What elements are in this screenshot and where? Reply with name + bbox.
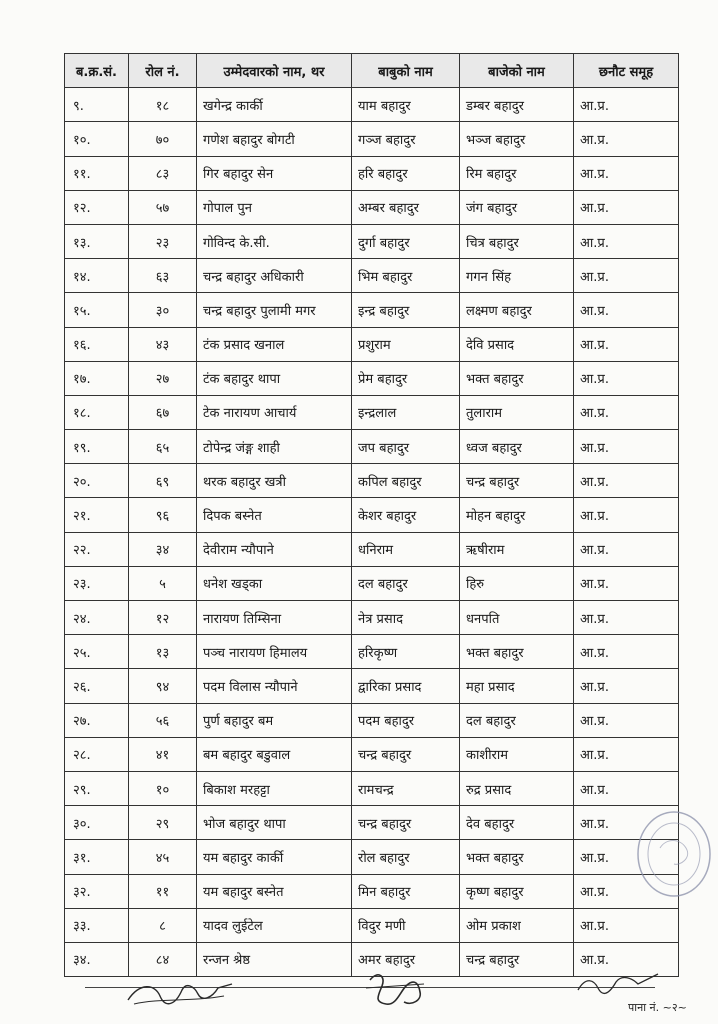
cell-roll-no: ६५	[129, 430, 197, 464]
cell-selection-group: आ.प्र.	[574, 224, 679, 258]
cell-selection-group: आ.प्र.	[574, 669, 679, 703]
cell-selection-group: आ.प्र.	[574, 840, 679, 874]
cell-grandfather-name: महा प्रसाद	[460, 669, 574, 703]
cell-candidate-name: टेक नारायण आचार्य	[197, 395, 352, 429]
cell-serial-no: २१.	[65, 498, 129, 532]
cell-grandfather-name: भञ्ज बहादुर	[460, 122, 574, 156]
cell-serial-no: ३३.	[65, 908, 129, 942]
cell-father-name: पदम बहादुर	[352, 703, 460, 737]
cell-grandfather-name: देवि प्रसाद	[460, 327, 574, 361]
table-row	[65, 293, 679, 327]
cell-roll-no: २९	[129, 806, 197, 840]
cell-selection-group: आ.प्र.	[574, 259, 679, 293]
cell-father-name: चन्द्र बहादुर	[352, 806, 460, 840]
cell-father-name: कपिल बहादुर	[352, 464, 460, 498]
cell-serial-no: ११.	[65, 156, 129, 190]
cell-candidate-name: पञ्च नारायण हिमालय	[197, 635, 352, 669]
cell-roll-no: ५६	[129, 703, 197, 737]
table-row	[65, 361, 679, 395]
cell-father-name: रामचन्द्र	[352, 771, 460, 805]
cell-father-name: प्रशुराम	[352, 327, 460, 361]
header-serial-no: ब.क्र.सं.	[65, 54, 129, 88]
cell-selection-group: आ.प्र.	[574, 293, 679, 327]
table-header-row	[65, 54, 679, 88]
table-row	[65, 88, 679, 122]
table-row	[65, 703, 679, 737]
cell-father-name: इन्द्रलाल	[352, 395, 460, 429]
cell-grandfather-name: लक्ष्मण बहादुर	[460, 293, 574, 327]
cell-serial-no: २९.	[65, 771, 129, 805]
cell-grandfather-name: जंग बहादुर	[460, 190, 574, 224]
cell-roll-no: २३	[129, 224, 197, 258]
cell-serial-no: ३१.	[65, 840, 129, 874]
signature-middle-icon	[360, 966, 430, 1014]
cell-candidate-name: थरक बहादुर खत्री	[197, 464, 352, 498]
cell-selection-group: आ.प्र.	[574, 737, 679, 771]
cell-roll-no: ४१	[129, 737, 197, 771]
cell-roll-no: ४५	[129, 840, 197, 874]
cell-roll-no: ५	[129, 566, 197, 600]
cell-selection-group: आ.प्र.	[574, 703, 679, 737]
cell-grandfather-name: गगन सिंह	[460, 259, 574, 293]
cell-selection-group: आ.प्र.	[574, 122, 679, 156]
cell-grandfather-name: डम्बर बहादुर	[460, 88, 574, 122]
cell-roll-no: १०	[129, 771, 197, 805]
cell-candidate-name: देवीराम न्यौपाने	[197, 532, 352, 566]
cell-grandfather-name: ध्वज बहादुर	[460, 430, 574, 464]
cell-grandfather-name: रिम बहादुर	[460, 156, 574, 190]
cell-roll-no: १३	[129, 635, 197, 669]
cell-father-name: नेत्र प्रसाद	[352, 601, 460, 635]
cell-grandfather-name: मोहन बहादुर	[460, 498, 574, 532]
cell-grandfather-name: ओम प्रकाश	[460, 908, 574, 942]
cell-selection-group: आ.प्र.	[574, 874, 679, 908]
cell-grandfather-name: दल बहादुर	[460, 703, 574, 737]
cell-grandfather-name: कृष्ण बहादुर	[460, 874, 574, 908]
table-row	[65, 122, 679, 156]
cell-grandfather-name: देव बहादुर	[460, 806, 574, 840]
cell-selection-group: आ.प्र.	[574, 635, 679, 669]
signature-left-icon	[120, 972, 240, 1012]
table-body	[65, 88, 679, 977]
cell-serial-no: १२.	[65, 190, 129, 224]
cell-roll-no: ६९	[129, 464, 197, 498]
cell-serial-no: १७.	[65, 361, 129, 395]
cell-grandfather-name: भक्त बहादुर	[460, 635, 574, 669]
cell-candidate-name: दिपक बस्नेत	[197, 498, 352, 532]
cell-candidate-name: यादव लुईटेल	[197, 908, 352, 942]
cell-selection-group: आ.प्र.	[574, 430, 679, 464]
table-row	[65, 464, 679, 498]
cell-serial-no: २३.	[65, 566, 129, 600]
cell-candidate-name: टोपेन्द्र जंङ्ग शाही	[197, 430, 352, 464]
cell-candidate-name: यम बहादुर कार्की	[197, 840, 352, 874]
cell-candidate-name: धनेश खड्का	[197, 566, 352, 600]
header-selection-group: छनौट समूह	[574, 54, 679, 88]
table-row	[65, 737, 679, 771]
cell-serial-no: १०.	[65, 122, 129, 156]
cell-serial-no: २४.	[65, 601, 129, 635]
cell-grandfather-name: चन्द्र बहादुर	[460, 464, 574, 498]
cell-selection-group: आ.प्र.	[574, 908, 679, 942]
table-row	[65, 327, 679, 361]
cell-roll-no: १२	[129, 601, 197, 635]
cell-father-name: प्रेम बहादुर	[352, 361, 460, 395]
header-father-name: बाबुको नाम	[352, 54, 460, 88]
cell-selection-group: आ.प्र.	[574, 532, 679, 566]
cell-serial-no: १४.	[65, 259, 129, 293]
header-roll-no: रोल नं.	[129, 54, 197, 88]
cell-roll-no: ६३	[129, 259, 197, 293]
table-row	[65, 430, 679, 464]
cell-father-name: विदुर मणी	[352, 908, 460, 942]
cell-serial-no: १९.	[65, 430, 129, 464]
header-candidate-name: उम्मेदवारको नाम, थर	[197, 54, 352, 88]
table-row	[65, 635, 679, 669]
table-row	[65, 840, 679, 874]
cell-roll-no: ५७	[129, 190, 197, 224]
table-row	[65, 566, 679, 600]
cell-roll-no: ३४	[129, 532, 197, 566]
cell-selection-group: आ.प्र.	[574, 464, 679, 498]
cell-serial-no: २२.	[65, 532, 129, 566]
cell-grandfather-name: काशीराम	[460, 737, 574, 771]
signature-right-icon	[572, 966, 662, 1002]
cell-serial-no: २६.	[65, 669, 129, 703]
cell-father-name: रोल बहादुर	[352, 840, 460, 874]
cell-father-name: गञ्ज बहादुर	[352, 122, 460, 156]
cell-serial-no: १५.	[65, 293, 129, 327]
cell-father-name: हरि बहादुर	[352, 156, 460, 190]
cell-candidate-name: टंक प्रसाद खनाल	[197, 327, 352, 361]
cell-candidate-name: भोज बहादुर थापा	[197, 806, 352, 840]
cell-roll-no: ३०	[129, 293, 197, 327]
cell-candidate-name: गोपाल पुन	[197, 190, 352, 224]
office-stamp-icon	[630, 808, 712, 900]
cell-candidate-name: गोविन्द के.सी.	[197, 224, 352, 258]
cell-roll-no: ११	[129, 874, 197, 908]
cell-candidate-name: बिकाश मरहट्टा	[197, 771, 352, 805]
cell-father-name: द्वारिका प्रसाद	[352, 669, 460, 703]
cell-father-name: जप बहादुर	[352, 430, 460, 464]
cell-candidate-name: पदम विलास न्यौपाने	[197, 669, 352, 703]
cell-roll-no: ६७	[129, 395, 197, 429]
table-row	[65, 806, 679, 840]
cell-serial-no: २७.	[65, 703, 129, 737]
cell-selection-group: आ.प्र.	[574, 190, 679, 224]
cell-serial-no: ३४.	[65, 942, 129, 976]
cell-father-name: मिन बहादुर	[352, 874, 460, 908]
cell-serial-no: १८.	[65, 395, 129, 429]
cell-candidate-name: नारायण तिम्सिना	[197, 601, 352, 635]
table-row	[65, 190, 679, 224]
page-number: पाना नं. ~२~	[628, 1001, 687, 1014]
cell-serial-no: ९.	[65, 88, 129, 122]
cell-father-name: हरिकृष्ण	[352, 635, 460, 669]
cell-father-name: याम बहादुर	[352, 88, 460, 122]
cell-father-name: धनिराम	[352, 532, 460, 566]
cell-selection-group: आ.प्र.	[574, 327, 679, 361]
cell-grandfather-name: रुद्र प्रसाद	[460, 771, 574, 805]
cell-father-name: अम्बर बहादुर	[352, 190, 460, 224]
table-row	[65, 908, 679, 942]
cell-roll-no: ९६	[129, 498, 197, 532]
cell-father-name: भिम बहादुर	[352, 259, 460, 293]
cell-serial-no: ३२.	[65, 874, 129, 908]
table-row	[65, 156, 679, 190]
cell-roll-no: ८४	[129, 942, 197, 976]
cell-father-name: चन्द्र बहादुर	[352, 737, 460, 771]
table-row	[65, 532, 679, 566]
cell-grandfather-name: भक्त बहादुर	[460, 840, 574, 874]
candidate-results-table	[64, 53, 679, 977]
cell-selection-group: आ.प्र.	[574, 942, 679, 976]
cell-candidate-name: चन्द्र बहादुर पुलामी मगर	[197, 293, 352, 327]
table-row	[65, 771, 679, 805]
cell-roll-no: ७०	[129, 122, 197, 156]
cell-grandfather-name: ऋषीराम	[460, 532, 574, 566]
cell-grandfather-name: चन्द्र बहादुर	[460, 942, 574, 976]
cell-candidate-name: टंक बहादुर थापा	[197, 361, 352, 395]
cell-selection-group: आ.प्र.	[574, 566, 679, 600]
cell-father-name: दुर्गा बहादुर	[352, 224, 460, 258]
cell-selection-group: आ.प्र.	[574, 395, 679, 429]
cell-selection-group: आ.प्र.	[574, 771, 679, 805]
cell-candidate-name: गिर बहादुर सेन	[197, 156, 352, 190]
table-row	[65, 874, 679, 908]
cell-grandfather-name: तुलाराम	[460, 395, 574, 429]
cell-serial-no: ३०.	[65, 806, 129, 840]
cell-selection-group: आ.प्र.	[574, 361, 679, 395]
cell-selection-group: आ.प्र.	[574, 498, 679, 532]
table-row	[65, 669, 679, 703]
cell-candidate-name: बम बहादुर बडुवाल	[197, 737, 352, 771]
cell-father-name: इन्द्र बहादुर	[352, 293, 460, 327]
cell-candidate-name: गणेश बहादुर बोगटी	[197, 122, 352, 156]
cell-roll-no: ४३	[129, 327, 197, 361]
cell-candidate-name: चन्द्र बहादुर अधिकारी	[197, 259, 352, 293]
cell-selection-group: आ.प्र.	[574, 88, 679, 122]
cell-father-name: अमर बहादुर	[352, 942, 460, 976]
cell-grandfather-name: चित्र बहादुर	[460, 224, 574, 258]
cell-roll-no: ८	[129, 908, 197, 942]
cell-selection-group: आ.प्र.	[574, 156, 679, 190]
cell-father-name: केशर बहादुर	[352, 498, 460, 532]
cell-serial-no: २०.	[65, 464, 129, 498]
cell-serial-no: २८.	[65, 737, 129, 771]
cell-roll-no: १८	[129, 88, 197, 122]
cell-selection-group: आ.प्र.	[574, 601, 679, 635]
cell-roll-no: ९४	[129, 669, 197, 703]
cell-serial-no: १३.	[65, 224, 129, 258]
header-grandfather-name: बाजेको नाम	[460, 54, 574, 88]
table-row	[65, 601, 679, 635]
cell-roll-no: ८३	[129, 156, 197, 190]
table-row	[65, 224, 679, 258]
cell-selection-group: आ.प्र.	[574, 806, 679, 840]
table-row	[65, 395, 679, 429]
cell-serial-no: १६.	[65, 327, 129, 361]
cell-serial-no: २५.	[65, 635, 129, 669]
cell-grandfather-name: हिरु	[460, 566, 574, 600]
cell-grandfather-name: भक्त बहादुर	[460, 361, 574, 395]
cell-roll-no: २७	[129, 361, 197, 395]
cell-candidate-name: पुर्ण बहादुर बम	[197, 703, 352, 737]
cell-grandfather-name: धनपति	[460, 601, 574, 635]
cell-father-name: दल बहादुर	[352, 566, 460, 600]
cell-candidate-name: यम बहादुर बस्नेत	[197, 874, 352, 908]
cell-candidate-name: खगेन्द्र कार्की	[197, 88, 352, 122]
table-row	[65, 259, 679, 293]
cell-candidate-name: रन्जन श्रेष्ठ	[197, 942, 352, 976]
table-row	[65, 498, 679, 532]
